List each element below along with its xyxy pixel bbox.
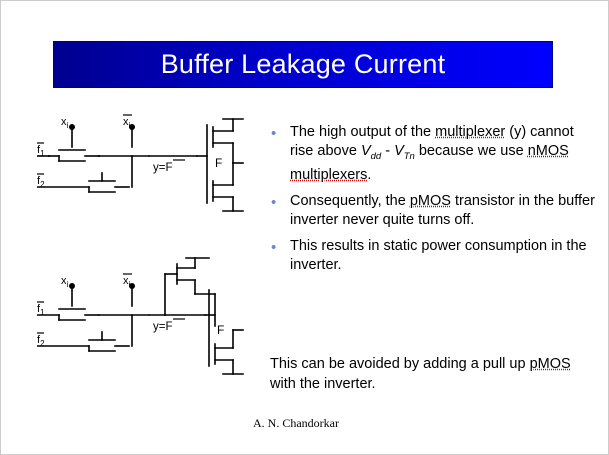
label-y-node: y=F	[153, 321, 173, 333]
circuit-diagram-bottom	[37, 254, 247, 389]
label-f2: $f_2$	[37, 334, 45, 348]
bullet-item-3	[266, 237, 596, 275]
label-f1: $f_1$	[37, 144, 45, 158]
label-y-node: y=F	[153, 162, 173, 174]
label-f2: $f_2$	[37, 175, 45, 189]
slide-title-banner	[53, 41, 553, 88]
circuit-diagram-top	[37, 113, 247, 225]
bullet-dot-icon: •	[271, 193, 277, 211]
bullet-text-2: Consequently, the pMOS transistor in the buffer inverter never quite turns off.	[290, 192, 595, 228]
label-xi-bar: $x_i$	[123, 116, 131, 130]
author-credit: A. N. Chandorkar	[253, 416, 339, 430]
bullet-text-3: This results in static power consumption in the inverter.	[290, 237, 587, 273]
bullet-text-1: The high output of the multiplexer (y) cannot rise above $V_{dd} - V_{Tn}$ because we use nMOS multiplexers.	[290, 124, 574, 183]
bullet-dot-icon: •	[271, 238, 277, 256]
bullet-item-2	[266, 192, 596, 230]
label-out-F: F	[217, 323, 225, 337]
label-xi: $x_i$	[61, 116, 69, 130]
label-f1: $f_1$	[37, 303, 45, 317]
label-xi-bar: $x_i$	[123, 275, 131, 289]
bullet-list	[266, 123, 596, 282]
bullet-dot-icon: •	[271, 125, 277, 142]
closing-paragraph: This can be avoided by adding a pull up pMOS with the inverter.	[270, 356, 571, 392]
bullet-item-1	[266, 123, 596, 185]
label-xi: $x_i$	[61, 275, 69, 289]
label-out-F: F	[215, 156, 223, 170]
page-title: Buffer Leakage Current	[160, 49, 446, 79]
